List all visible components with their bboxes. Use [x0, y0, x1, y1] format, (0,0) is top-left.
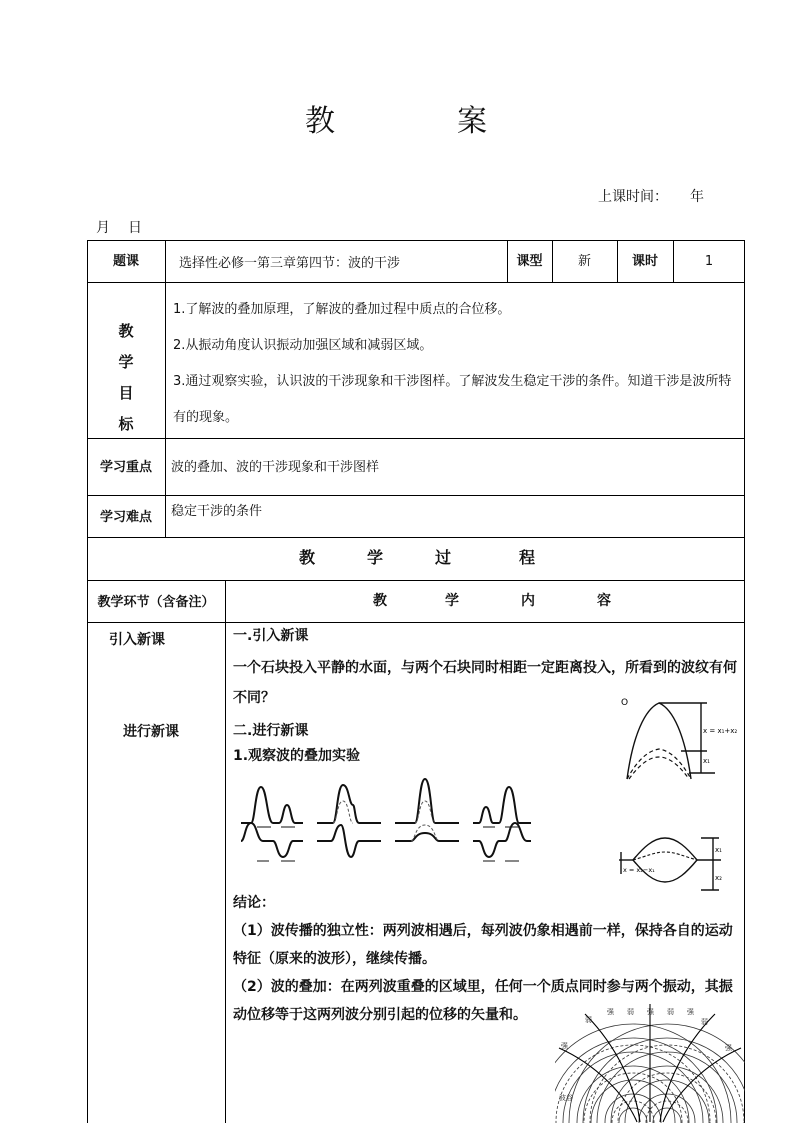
- type-label: 课型: [516, 254, 543, 269]
- objective-2: 2.从振动角度认识振动加强区域和减弱区域。: [173, 338, 433, 353]
- difficulty-value: 稳定干涉的条件: [171, 504, 263, 519]
- interf-label-9: 强: [725, 1044, 732, 1052]
- fig-label-sum: x = x₁+x₂: [703, 727, 738, 735]
- conclusion-label: 结论：: [233, 895, 275, 911]
- subject-value: 选择性必修一第三章第四节：波的干涉: [179, 256, 401, 271]
- process-title: 教 学 过 程: [299, 548, 536, 567]
- interf-label-6: 强: [687, 1008, 694, 1016]
- fig2-label-x1: x₁: [715, 846, 722, 854]
- conclusion-2: （2）波的叠加：在两列波重叠的区域里，任何一个质点同时参与两个振动，其振动位移等于这两列波分别引起的位移的矢量和。: [233, 979, 733, 1023]
- subject-label: 题课: [112, 254, 139, 269]
- wave-superposition-figure: [237, 775, 537, 875]
- objective-3: 3.通过观察实验，认识波的干涉现象和干涉图样。了解波发生稳定干涉的条件。知道干涉是波所特有的现象。: [173, 374, 732, 425]
- hours-label: 课时: [631, 254, 658, 269]
- interf-label-4: 强: [647, 1008, 654, 1016]
- class-time: [598, 186, 704, 206]
- conclusion-1: （1）波传播的独立性：两列波相遇后，每列波仍象相遇前一样，保持各自的运动特征（原来的波形），继续传播。: [233, 923, 733, 967]
- year-label: 年: [690, 189, 704, 205]
- fig-label-x1: x₁: [703, 757, 710, 765]
- fig-label-o: O: [621, 698, 629, 708]
- title-char-1: 教: [305, 104, 337, 139]
- process-content-header: 教 学 内 容: [373, 593, 611, 609]
- interf-label-7: 强: [561, 1042, 568, 1050]
- section-intro: 引入新课: [109, 632, 165, 648]
- class-time-label: 上课时间：: [598, 189, 668, 205]
- objectives-label: 教 学 目 标: [118, 322, 134, 433]
- focus-label: 学习重点: [99, 460, 152, 475]
- interf-label-3: 弱: [627, 1008, 634, 1016]
- hours-value: 1: [704, 254, 714, 269]
- fig2-label-x2: x₂: [715, 874, 722, 882]
- interf-label-10: 波谷: [559, 1094, 573, 1102]
- interference-pattern-figure: [555, 1004, 745, 1123]
- focus-value: 波的叠加、波的干涉现象和干涉图样: [171, 460, 380, 475]
- trough-superposition-figure: [617, 830, 745, 902]
- intro-heading: 一.引入新课: [233, 628, 309, 644]
- objectives-list: [173, 292, 739, 436]
- interf-label-1: 弱: [585, 1016, 592, 1024]
- difficulty-label: 学习难点: [99, 510, 152, 525]
- type-value: 新: [577, 254, 591, 269]
- day-label: 日: [128, 220, 142, 236]
- intro-question: 一个石块投入平静的水面，与两个石块同时相距一定距离投入，所看到的波纹有何不同？: [233, 660, 737, 706]
- objective-1: 1.了解波的叠加原理，了解波的叠加过程中质点的合位移。: [173, 302, 511, 317]
- interf-label-2: 强: [607, 1008, 614, 1016]
- interf-label-5: 弱: [667, 1008, 674, 1016]
- interf-label-8: 弱: [701, 1018, 708, 1026]
- title-char-2: 案: [457, 104, 489, 139]
- experiment-heading: 1.观察波的叠加实验: [233, 748, 361, 764]
- fig2-label-diff: x = x₂−x₁: [623, 866, 655, 874]
- section-new: 进行新课: [123, 724, 179, 740]
- crest-superposition-figure: [615, 695, 743, 785]
- month-label: 月: [96, 220, 110, 236]
- date-line: [96, 217, 142, 237]
- lesson-plan-table: [87, 240, 745, 1123]
- document-title: [0, 96, 794, 140]
- new-heading: 二.进行新课: [233, 723, 309, 739]
- process-stage-header: 教学环节（含备注）: [97, 595, 215, 610]
